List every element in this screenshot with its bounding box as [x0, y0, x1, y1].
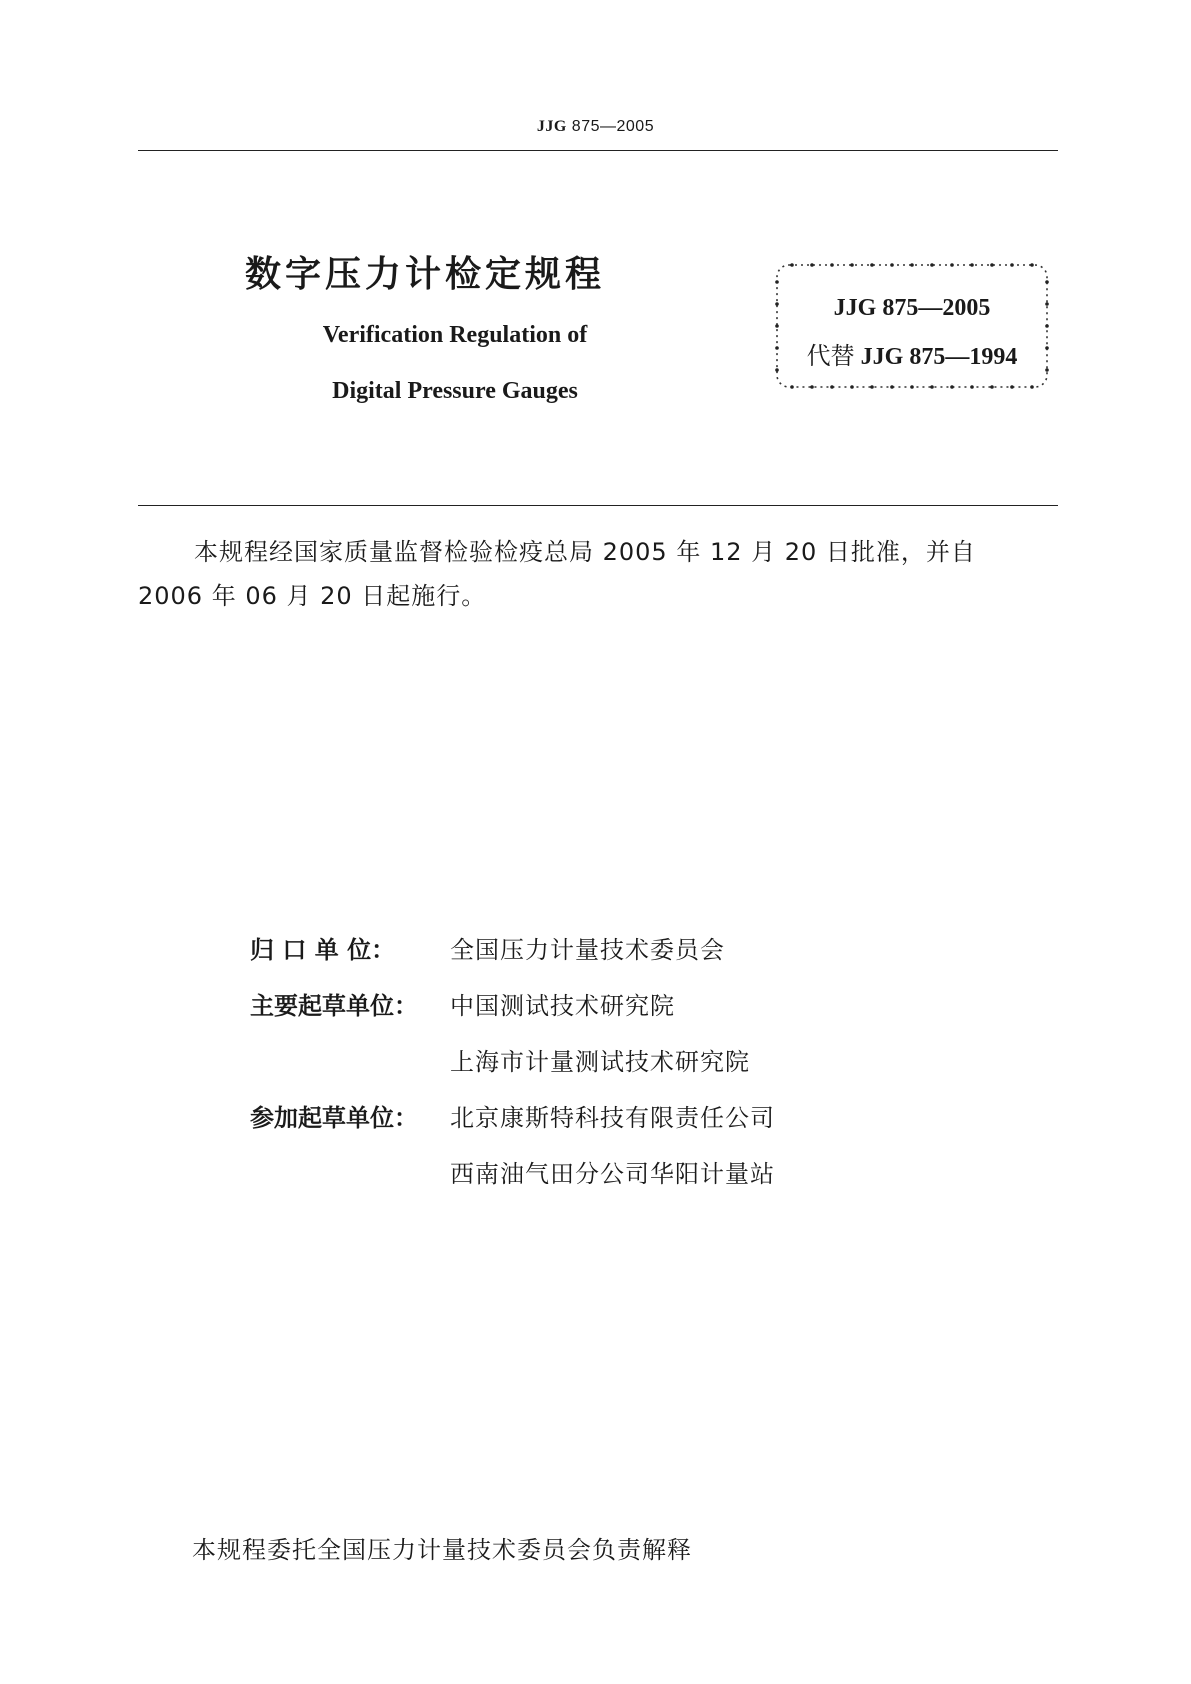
- approval-line-2: 2006 年 06 月 20 日起施行。: [138, 582, 487, 610]
- frame-bead: [870, 385, 874, 389]
- title-english-line-2: Digital Pressure Gauges: [332, 378, 578, 404]
- header-divider: [138, 150, 1058, 151]
- frame-bead: [775, 324, 779, 328]
- participating-drafters-label: 参加起草单位：: [250, 1104, 418, 1132]
- replaced-standard-code: JJG 875—1994: [854, 344, 1018, 370]
- frame-bead: [950, 263, 954, 267]
- frame-bead: [970, 385, 974, 389]
- frame-bead: [890, 263, 894, 267]
- main-drafters-label: 主要起草单位：: [250, 992, 418, 1020]
- frame-bead: [810, 385, 814, 389]
- frame-bead: [790, 263, 794, 267]
- frame-bead: [1045, 324, 1049, 328]
- frame-bead: [775, 280, 779, 284]
- frame-bead: [1030, 385, 1034, 389]
- frame-bead: [1045, 280, 1049, 284]
- frame-bead: [1030, 263, 1034, 267]
- participating-drafter-1: 北京康斯特科技有限责任公司: [450, 1104, 775, 1132]
- approval-line-1: 本规程经国家质量监督检验检疫总局 2005 年 12 月 20 日批准，并自: [194, 538, 976, 566]
- responsible-unit-value: 全国压力计量技术委员会: [450, 936, 725, 964]
- interpretation-note: 本规程委托全国压力计量技术委员会负责解释: [192, 1536, 692, 1564]
- frame-bead: [850, 263, 854, 267]
- frame-bead: [930, 263, 934, 267]
- frame-bead: [1010, 385, 1014, 389]
- standard-code: JJG 875—2005: [833, 295, 991, 321]
- frame-bead: [970, 263, 974, 267]
- participating-drafter-2: 西南油气田分公司华阳计量站: [450, 1160, 775, 1188]
- frame-bead: [830, 263, 834, 267]
- main-drafter-2: 上海市计量测试技术研究院: [450, 1048, 750, 1076]
- frame-bead: [930, 385, 934, 389]
- title-english-line-1: Verification Regulation of: [322, 322, 588, 348]
- frame-bead: [910, 263, 914, 267]
- frame-bead: [910, 385, 914, 389]
- frame-bead: [810, 263, 814, 267]
- frame-bead: [950, 385, 954, 389]
- replaces-label: 代替: [806, 342, 855, 370]
- running-header-code-number: 875—2005: [566, 118, 655, 135]
- frame-bead: [990, 385, 994, 389]
- replaces-line: [774, 336, 1050, 371]
- frame-bead: [890, 385, 894, 389]
- main-drafter-1: 中国测试技术研究院: [450, 992, 675, 1020]
- frame-bead: [870, 263, 874, 267]
- frame-bead: [1010, 263, 1014, 267]
- running-header-code: [0, 118, 1191, 136]
- title-divider: [138, 505, 1058, 506]
- frame-bead: [790, 385, 794, 389]
- title-chinese: 数字压力计检定规程: [245, 254, 606, 295]
- running-header-code-prefix: JJG: [536, 118, 567, 135]
- responsible-unit-label: 归 口 单 位：: [250, 936, 396, 964]
- frame-bead: [990, 263, 994, 267]
- frame-bead: [830, 385, 834, 389]
- frame-bead: [850, 385, 854, 389]
